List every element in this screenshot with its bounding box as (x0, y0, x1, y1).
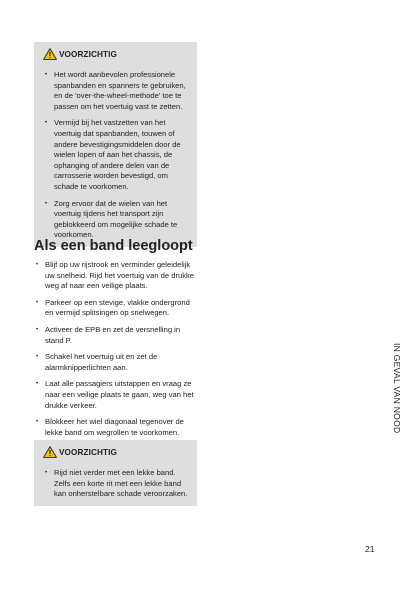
list-item: • Laat alle passagiers uitstappen en vraag ze naar een veilige plaats te gaan, weg van het drukke verkeer. (34, 379, 199, 411)
section-title: Als een band leegloopt (34, 238, 193, 254)
warning-triangle-icon (43, 446, 57, 458)
list-item: • Vermijd bij het vastzetten van het voertuig dat spanbanden, touwen of andere bevestigingsmiddelen door de wielen lopen of aan het chassis, de ophanging of andere delen van de carrosserie worden bevestigd, om schade te voorkomen. (43, 118, 189, 192)
caution-header (43, 446, 189, 458)
list-item: • Parkeer op een stevige, vlakke ondergrond en vermijd splitsingen op snelwegen. (34, 298, 199, 319)
caution-title: VOORZICHTIG (59, 447, 117, 457)
list-item: • Het wordt aanbevolen professionele spanbanden en spanners te gebruiken, en de 'over-the-wheel-methode' toe te passen om het voertuig vast te zetten. (43, 70, 189, 112)
chapter-side-tab: IN GEVAL VAN NOOD (392, 343, 402, 434)
caution-list (43, 70, 189, 241)
caution-header (43, 48, 189, 60)
list-item: • Blijf op uw rijstrook en verminder geleidelijk uw snelheid. Rijd het voertuig van de drukke weg af naar een veilige plaats. (34, 260, 199, 292)
list-item: • Zorg ervoor dat de wielen van het voertuig tijdens het transport zijn geblokkeerd om mogelijke schade te voorkomen. (43, 199, 189, 241)
page-number: 21 (365, 544, 375, 554)
list-item: • Rijd niet verder met een lekke band. Zelfs een korte rit met een lekke band kan onherstelbare schade veroorzaken. (43, 468, 189, 500)
caution-box-top (34, 42, 197, 247)
instruction-list (34, 260, 199, 438)
list-item: • Blokkeer het wiel diagonaal tegenover de lekke band om wegrollen te voorkomen. (34, 417, 199, 438)
caution-list (43, 468, 189, 500)
list-item: • Schakel het voertuig uit en zet de alarmknipperlichten aan. (34, 352, 199, 373)
caution-title: VOORZICHTIG (59, 49, 117, 59)
caution-box-bottom (34, 440, 197, 506)
warning-triangle-icon (43, 48, 57, 60)
list-item: • Activeer de EPB en zet de versnelling in stand P. (34, 325, 199, 346)
